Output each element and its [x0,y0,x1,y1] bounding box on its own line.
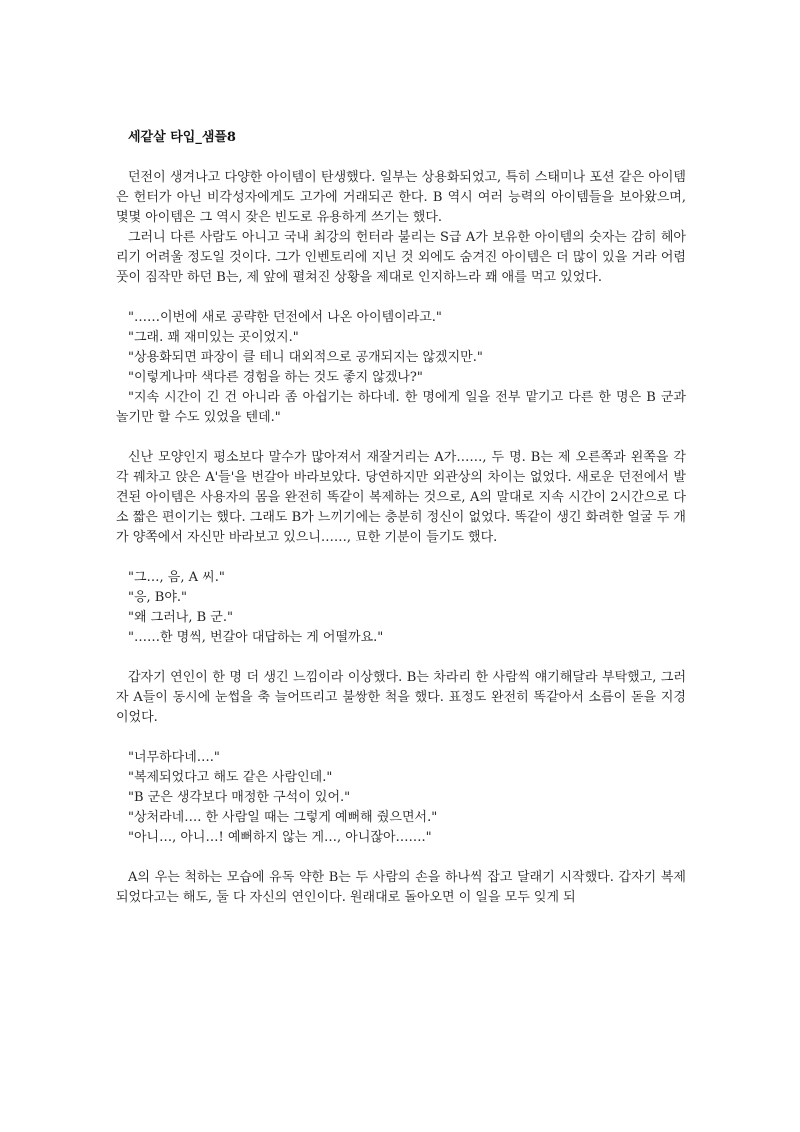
document-title: 세같살 타입_샘플8 [128,130,236,145]
dialogue-line: "……이번에 새로 공략한 던전에서 나온 아이템이라고." [128,310,442,325]
paragraph-gap [116,548,686,568]
dialogue-line: "너무하다네…." [128,750,220,765]
dialogue-line: "복제되었다고 해도 같은 사람인데." [128,770,333,785]
dialogue-line: "응, B야." [128,590,188,605]
dialogue-line: "B 군은 생각보다 매정한 구석이 있어." [128,790,351,805]
dialogue-line: "그…, 음, A 씨." [128,570,225,585]
dialogue-line: "아니…, 아니…! 예뻐하지 않는 게…, 아니잖아……." [128,830,432,845]
paragraph-2: 그러니 다른 사람도 아니고 국내 최강의 헌터라 불리는 S급 A가 보유한 아이템의 숫자는 감히 헤아리기 어려울 정도일 것이다. 그가 인벤토리에 지닌 것 외에도 숨겨진 아이템은 더 많이 있을 거라 어렴풋이 짐작만 하던 B는, 제 앞에 펼쳐진 상황을 제대로 인지하느라 꽤 애를 먹고 있었다. [116,230,686,285]
paragraph-gap [116,288,686,308]
document-page [116,128,686,908]
paragraph-5: A의 우는 척하는 모습에 유독 약한 B는 두 사람의 손을 하나씩 잡고 달래기 시작했다. 갑자기 복제되었다고는 해도, 둘 다 자신의 연인이다. 원래대로 돌아오면 이 일을 모두 잊게 되 [116,870,686,905]
dialogue-line: "……한 명씩, 번갈아 대답하는 게 어떨까요." [128,630,384,645]
paragraph-gap [116,848,686,868]
paragraph-4: 갑자기 연인이 한 명 더 생긴 느낌이라 이상했다. B는 차라리 한 사람씩 얘기해달라 부탁했고, 그러자 A들이 동시에 눈썹을 축 늘어뜨리고 불쌍한 척을 했다. 표정도 완전히 똑같아서 소름이 돋을 지경이었다. [116,670,686,725]
dialogue-line: "왜 그러나, B 군." [128,610,233,625]
dialogue-line: "이렇게나마 색다른 경험을 하는 것도 좋지 않겠나?" [128,370,423,385]
dialogue-line: "상처라네…. 한 사람일 때는 그렇게 예뻐해 줬으면서." [128,810,438,825]
paragraph-gap [116,428,686,448]
dialogue-line: "상용화되면 파장이 클 테니 대외적으로 공개되지는 않겠지만." [128,350,483,365]
paragraph-3: 신난 모양인지 평소보다 말수가 많아져서 재잘거리는 A가……, 두 명. B는 제 오른쪽과 왼쪽을 각각 꿰차고 앉은 A'들'을 번갈아 바라보았다. 당연하지만 외관상의 차이는 없었다. 새로운 던전에서 발견된 아이템은 사용자의 몸을 완전히 똑같이 복제하는 것으로, A의 말대로 지속 시간이 2시간으로 다소 짧은 편이기는 했다. 그래도 B가 느끼기에는 충분히 정신이 없었다. 똑같이 생긴 화려한 얼굴 두 개가 양쪽에서 자신만 바라보고 있으니……, 묘한 기분이 들기도 했다. [116,450,686,545]
dialogue-line: "그래. 꽤 재미있는 곳이었지." [128,330,299,345]
dialogue-line: "지속 시간이 긴 건 아니라 좀 아쉽기는 하다네. 한 명에게 일을 전부 맡기고 다른 한 명은 B 군과 놀기만 할 수도 있었을 텐데." [116,390,686,425]
paragraph-1: 던전이 생겨나고 다양한 아이템이 탄생했다. 일부는 상용화되었고, 특히 스태미나 포션 같은 아이템은 헌터가 아닌 비각성자에게도 고가에 거래되곤 한다. B 역시 여러 능력의 아이템들을 보아왔으며, 몇몇 아이템은 그 역시 잦은 빈도로 유용하게 쓰기는 했다. [116,170,686,225]
paragraph-gap [116,648,686,668]
paragraph-gap [116,728,686,748]
